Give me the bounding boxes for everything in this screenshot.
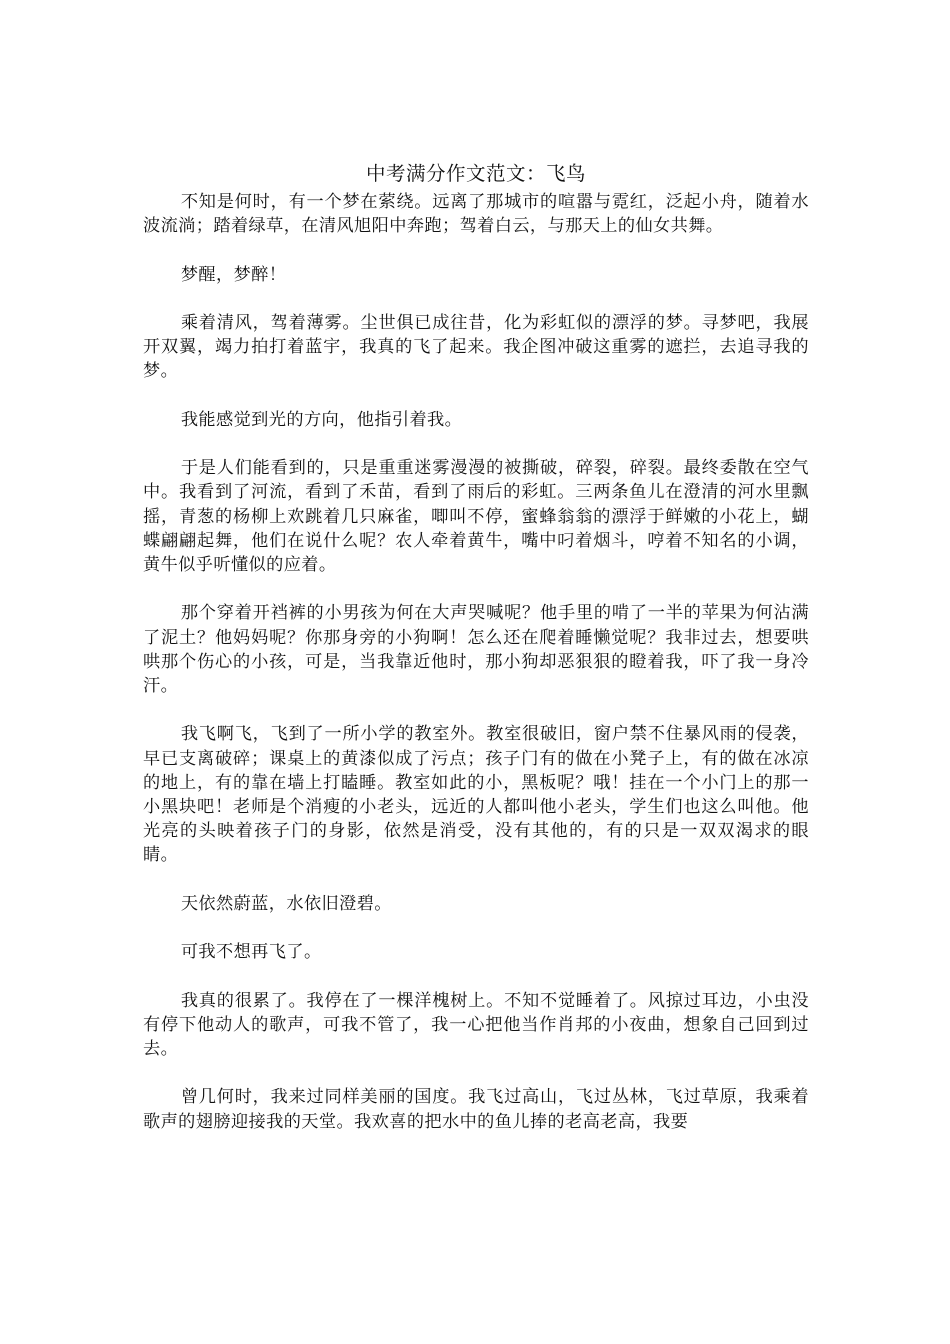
paragraph-8: 天依然蔚蓝，水依旧澄碧。 (180, 893, 392, 914)
paragraph-gap (143, 432, 809, 456)
paragraph-7: 我飞啊飞，飞到了一所小学的教室外。教室很破旧，窗户禁不住暴风雨的侵袭，早已支离破碎；课桌上的黄漆似成了污点；孩子门有的做在小凳子上，有的做在冰凉的地上，有的靠在墙上打瞌睡。教室如此的小，黑板呢？哦！挂在一个小门上的那一小黑块吧！老师是个消瘦的小老头，远近的人都叫他小老头，学生们也这么叫他。他光亮的头映着孩子门的身影，依然是消受，没有其他的，有的只是一双双渴求的眼睛。 (143, 724, 809, 866)
paragraph-9: 可我不想再飞了。 (180, 942, 322, 963)
paragraph-5: 于是人们能看到的，只是重重迷雾漫漫的被撕破，碎裂，碎裂。最终委散在空气中。我看到了河流，看到了禾苗，看到了雨后的彩虹。三两条鱼儿在澄清的河水里飘摇，青葱的杨柳上欢跳着几只麻雀，唧叫不停，蜜蜂翁翁的漂浮于鲜嫩的小花上，蝴蝶翩翩起舞，他们在说什么呢？农人牵着黄牛，嘴中叼着烟斗，哼着不知名的小调，黄牛似乎听懂似的应着。 (143, 458, 809, 575)
paragraph-gap (143, 964, 809, 988)
document-page (143, 160, 809, 1134)
paragraph-gap (143, 238, 809, 262)
paragraph-gap (143, 577, 809, 601)
paragraph-11: 曾几何时，我来过同样美丽的国度。我飞过高山，飞过丛林，飞过草原，我乘着歌声的翅膀迎接我的天堂。我欢喜的把水中的鱼儿捧的老高老高，我要 (143, 1087, 809, 1132)
paragraph-gap (143, 384, 809, 408)
paragraph-gap (143, 868, 809, 892)
paragraph-gap (143, 287, 809, 311)
paragraph-4: 我能感觉到光的方向，他指引着我。 (180, 409, 463, 430)
paragraph-gap (143, 916, 809, 940)
paragraph-1: 不知是何时，有一个梦在萦绕。远离了那城市的喧嚣与霓红，泛起小舟，随着水波流淌；踏着绿草，在清风旭阳中奔跑；驾着白云，与那天上的仙女共舞。 (143, 192, 809, 237)
paragraph-gap (143, 698, 809, 722)
paragraph-gap (143, 1061, 809, 1085)
paragraph-2: 梦醒，梦醉！ (180, 264, 287, 285)
paragraph-10: 我真的很累了。我停在了一棵洋槐树上。不知不觉睡着了。风掠过耳边，小虫没有停下他动人的歌声，可我不管了，我一心把他当作肖邦的小夜曲，想象自己回到过去。 (143, 990, 809, 1059)
paragraph-6: 那个穿着开裆裤的小男孩为何在大声哭喊呢？他手里的啃了一半的苹果为何沾满了泥土？他妈妈呢？你那身旁的小狗啊！怎么还在爬着睡懒觉呢？我非过去，想要哄哄那个伤心的小孩，可是，当我靠近他时，那小狗却恶狠狠的瞪着我，吓了我一身冷汗。 (143, 603, 809, 696)
document-title: 中考满分作文范文：飞鸟 (365, 162, 586, 185)
paragraph-3: 乘着清风，驾着薄雾。尘世俱已成往昔，化为彩虹似的漂浮的梦。寻梦吧，我展开双翼，竭力拍打着蓝宇，我真的飞了起来。我企图冲破这重雾的遮拦，去追寻我的梦。 (143, 312, 809, 382)
